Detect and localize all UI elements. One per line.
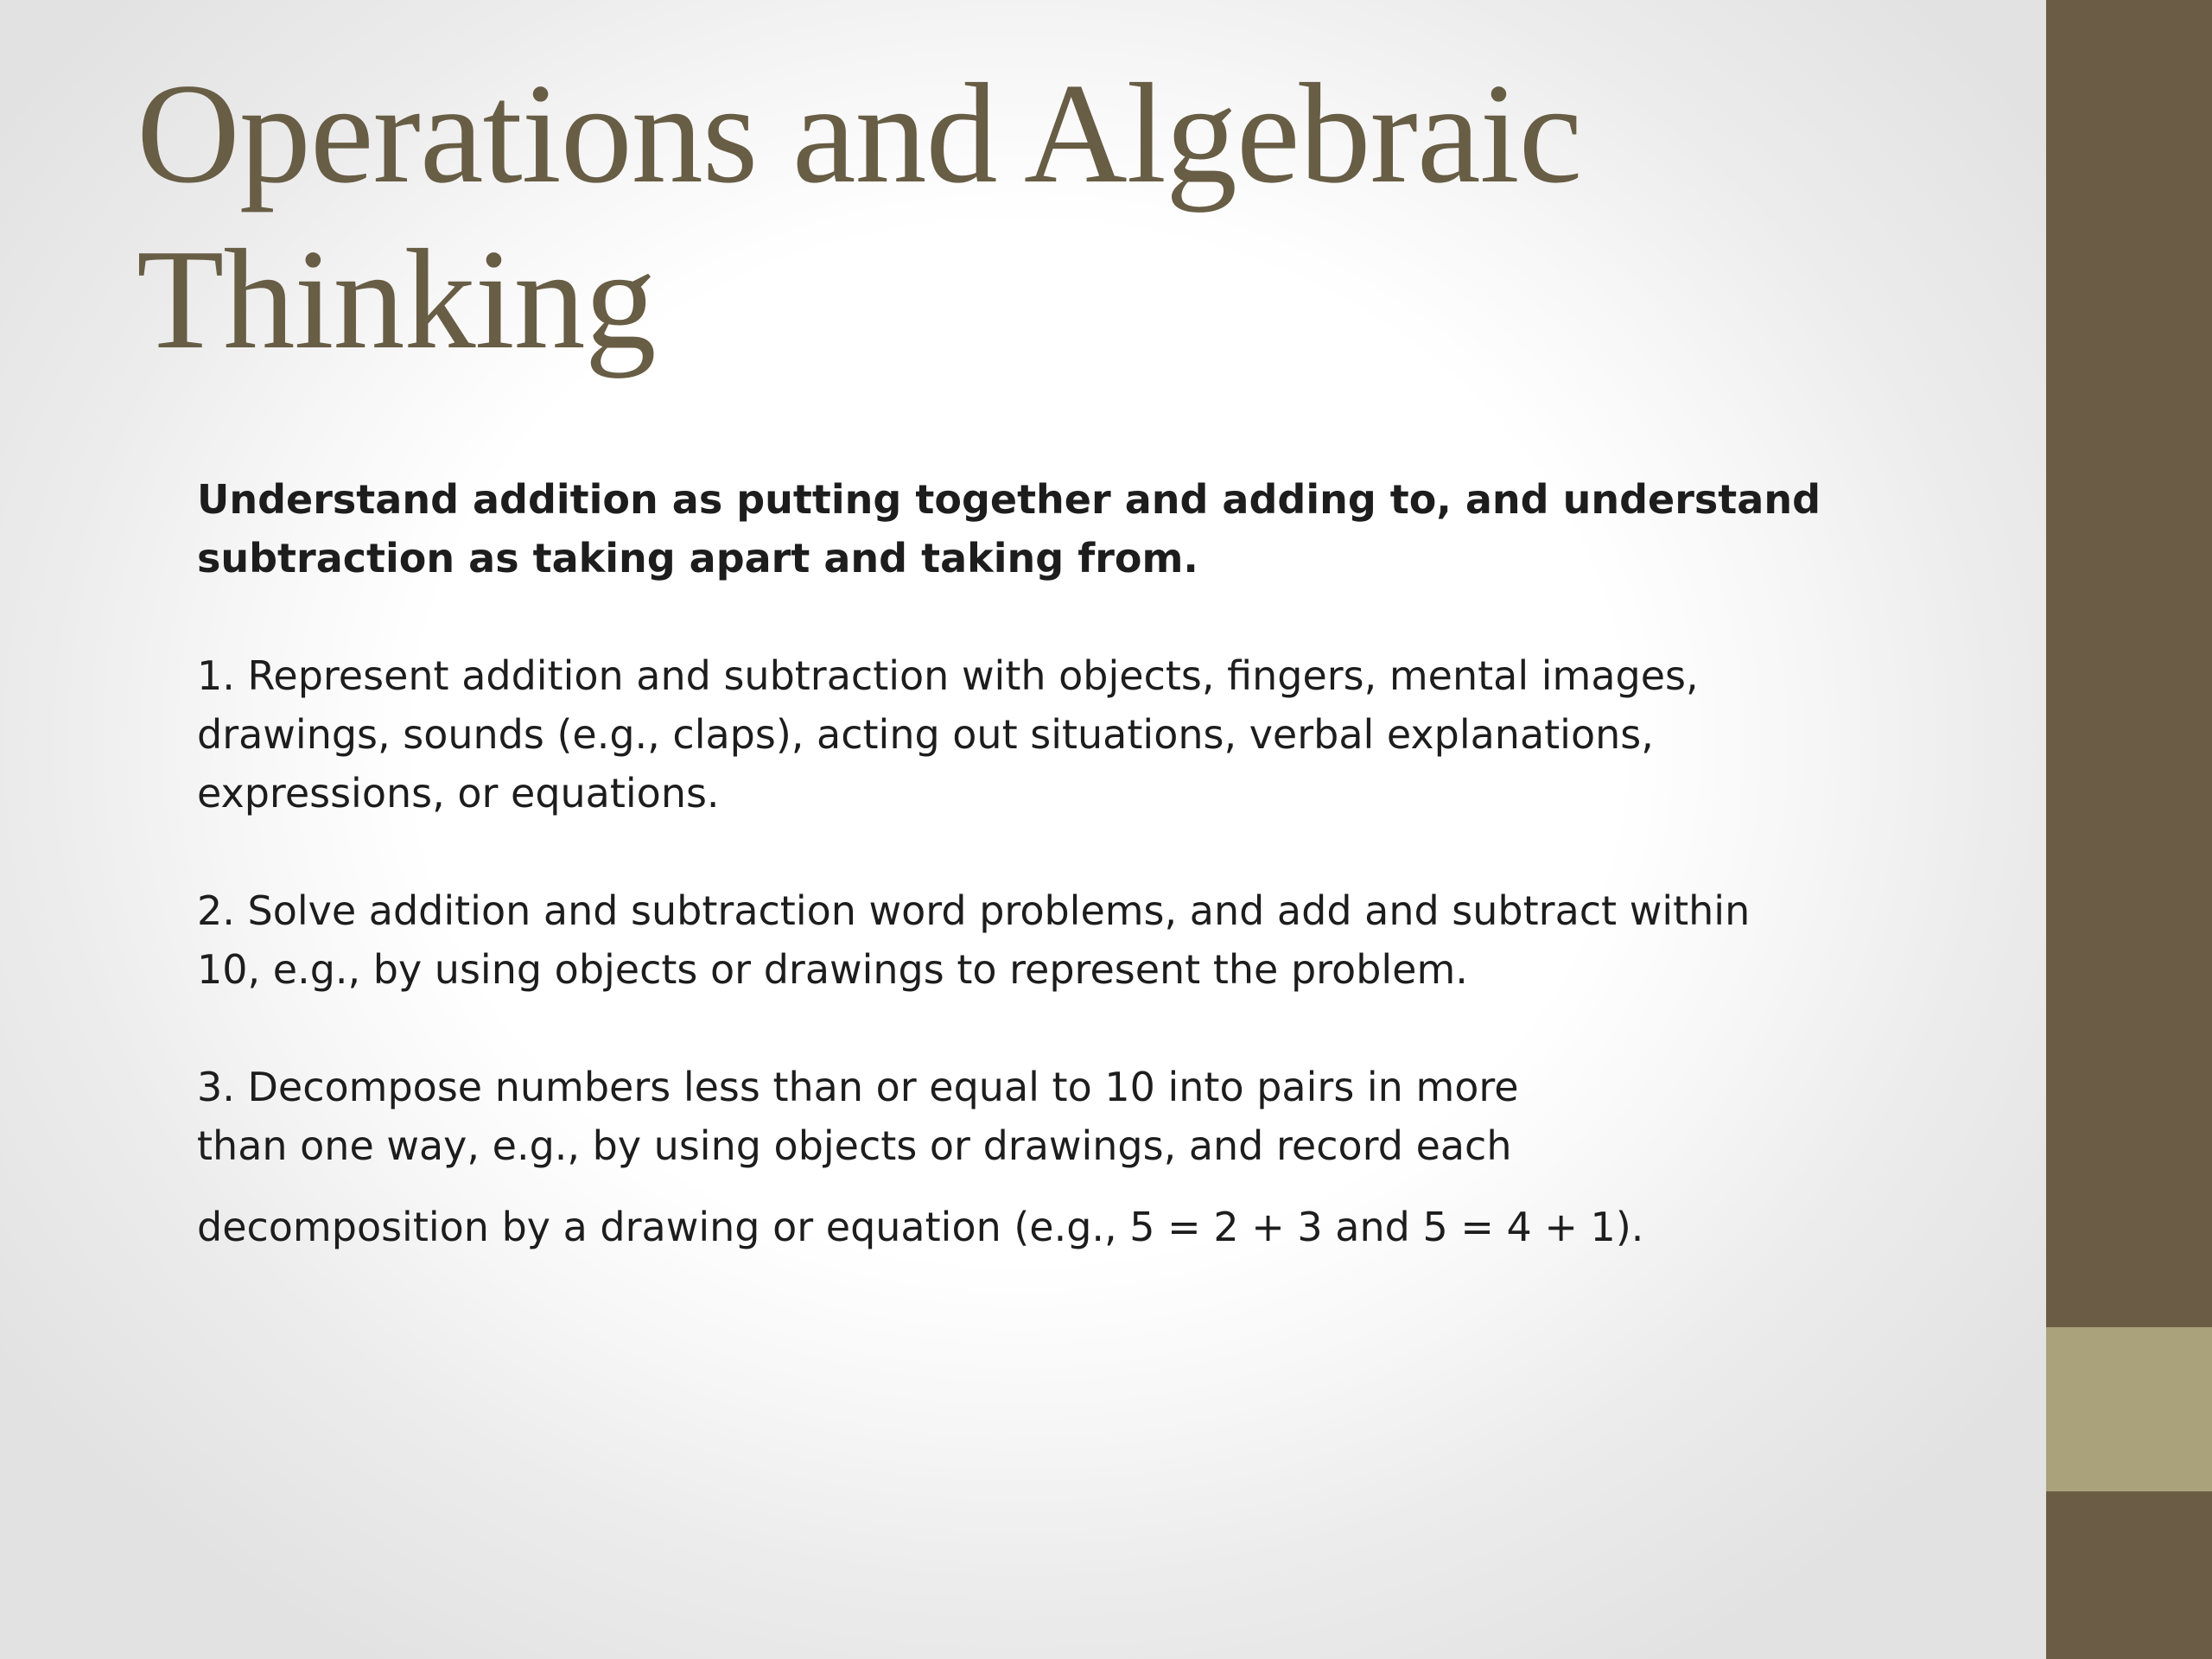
slide-body: [197, 470, 1856, 1256]
item-3-line-2: than one way, e.g., by using objects or drawings, and record each: [197, 1122, 1512, 1169]
spacer: [197, 999, 1856, 1058]
title-line-2: Thinking: [137, 219, 656, 378]
item-1-line-1: 1. Represent addition and subtraction with objects, fingers, mental images,: [197, 652, 1699, 699]
title-line-1: Operations and Algebraic: [137, 54, 1582, 213]
standard-heading-line-1: Understand addition as putting together and adding to, and understand: [197, 476, 1821, 523]
item-1-line-2: drawings, sounds (e.g., claps), acting out situations, verbal explanations,: [197, 711, 1654, 758]
item-3-line-1: 3. Decompose numbers less than or equal to 10 into pairs in more: [197, 1064, 1519, 1110]
item-2-line-1: 2. Solve addition and subtraction word problems, and add and subtract within: [197, 887, 1751, 934]
slide-title: [137, 50, 1908, 382]
item-2-line-2: 10, e.g., by using objects or drawings to represent the problem.: [197, 946, 1468, 993]
standard-heading-line-2: subtraction as taking apart and taking from.: [197, 535, 1198, 582]
decorative-accent-block: [2046, 1327, 2212, 1491]
spacer: [197, 588, 1856, 646]
item-1-line-3: expressions, or equations.: [197, 770, 720, 817]
item-3-line-3: decomposition by a drawing or equation (e.g., 5 = 2 + 3 and 5 = 4 + 1).: [197, 1204, 1644, 1250]
spacer: [197, 823, 1856, 881]
